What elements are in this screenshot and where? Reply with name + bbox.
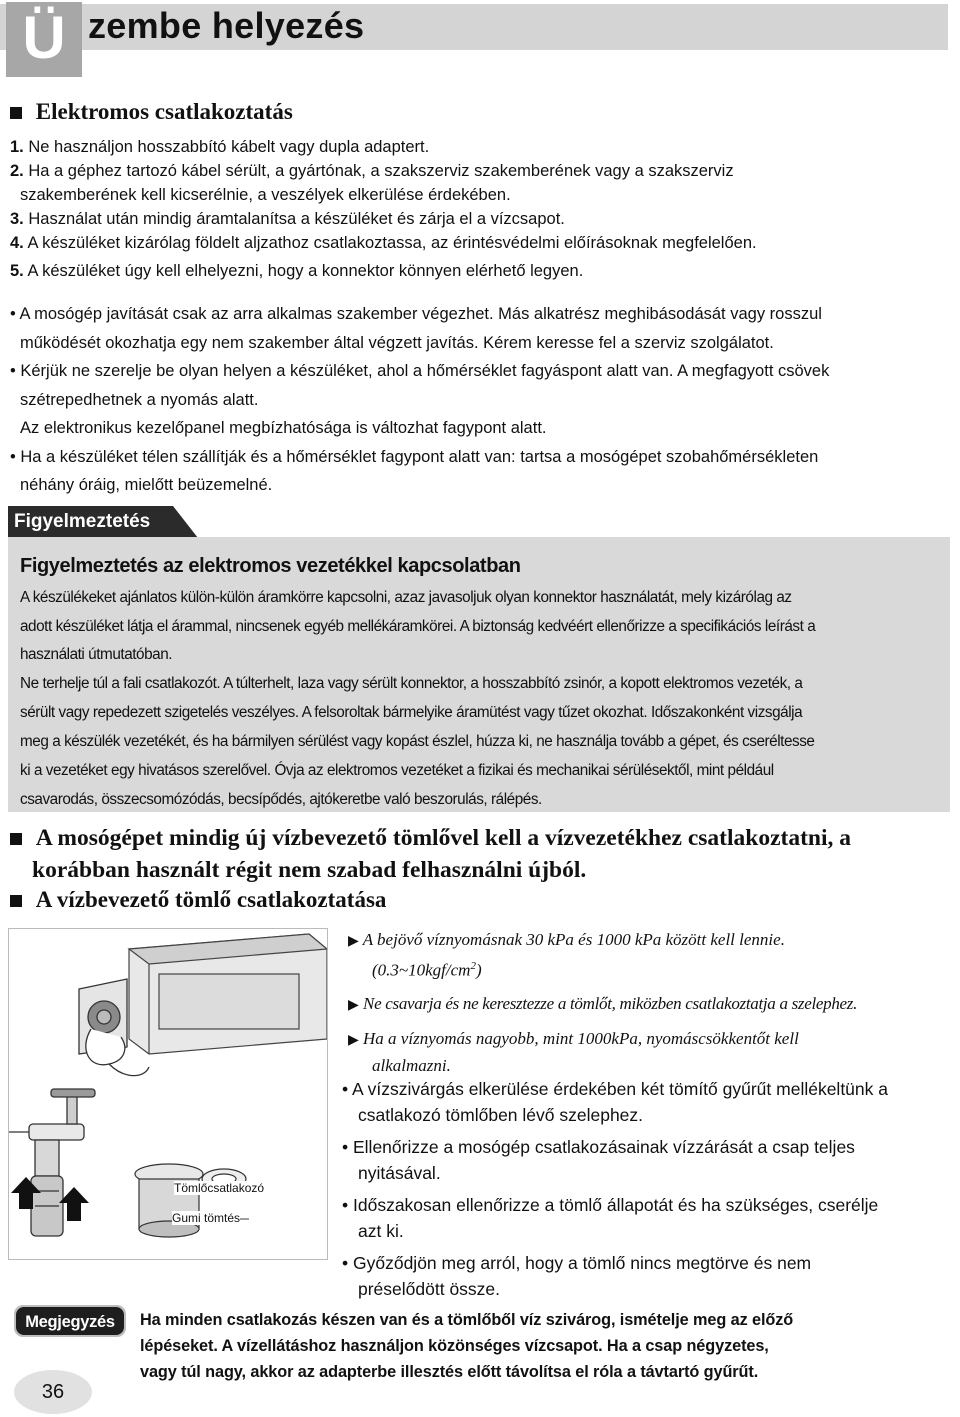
list-item: 2. Ha a géphez tartozó kábel sérült, a gyártónak, a szakszerviz szakemberének vagy a szakszerviz — [10, 162, 734, 180]
list-item-continuation: szakemberének kell kicserélnie, a veszélyek elkerülése érdekében. — [20, 186, 511, 204]
list-item-continuation: szétrepedhetnek a nyomás alatt. — [20, 390, 259, 409]
list-item: • A mosógép javítását csak az arra alkalmas szakember végezhet. Más alkatrész meghibásodását vagy rosszul — [10, 305, 822, 323]
label-gasket: Gumi tömtés — [172, 1211, 241, 1225]
list-item-continuation: Az elektronikus kezelőpanel megbízhatósága is változhat fagypont alatt. — [20, 419, 547, 437]
section-heading-text: Elektromos csatlakoztatás — [35, 99, 293, 124]
section-heading-hose-connect: A vízbevezető tömlő csatlakoztatása — [10, 886, 386, 914]
washer-tap-illustration — [9, 929, 327, 1259]
triangle-bullet-icon: ▶ — [348, 997, 359, 1013]
warning-line: A készülékeket ajánlatos külön-külön áramkörre kapcsolni, azaz javasoljuk olyan konnektor használatát, mely kizárólag az — [20, 589, 792, 606]
hose-installation-figure — [8, 928, 328, 1260]
header-letter: Ü — [22, 4, 66, 71]
section-heading-electrical — [10, 98, 293, 126]
list-item-continuation: azt ki. — [358, 1221, 404, 1241]
section-heading-new-hose: A mosógépet mindig új vízbevezető tömlővel kell a vízvezetékhez csatlakoztatni, a — [10, 822, 851, 854]
square-bullet-icon — [10, 895, 22, 907]
warning-line: sérült vagy repedezett szigetelés veszélyes. A felsoroltak bármelyike áramütést vagy tűzet okozhat. Időszakonként vizsgálja — [20, 704, 803, 721]
list-item-continuation: alkalmazni. — [372, 1055, 451, 1075]
list-item: 4. A készüléket kizárólag földelt aljzathoz csatlakoztassa, az érintésvédelmi előírásoknak megfelelően. — [10, 234, 757, 252]
square-bullet-icon — [10, 107, 22, 119]
warning-title: Figyelmeztetés az elektromos vezetékkel kapcsolatban — [20, 555, 521, 577]
list-item: ▶ Ne csavarja és ne keresztezze a tömlőt, miközben csatlakoztatja a szelephez. — [348, 993, 858, 1013]
list-item: • A vízszivárgás elkerülése érdekében két tömítő gyűrűt mellékeltünk a — [342, 1079, 888, 1099]
square-bullet-icon — [10, 833, 22, 845]
warning-tab-label: Figyelmeztetés — [14, 511, 151, 532]
arrow-list — [348, 927, 960, 1078]
bullet-list — [10, 300, 955, 500]
list-item: • Ha a készüléket télen szállítják és a hőmérséklet fagypont alatt van: tartsa a mosógépet szobahőmérsékleten — [10, 447, 819, 466]
warning-line: ki a vezetéket egy hivatásos szerelővel. Óvja az elektromos vezetéket a fizikai és mechanikai sérülésektől, mint például — [20, 762, 774, 779]
list-item: 5. A készüléket úgy kell elhelyezni, hogy a konnektor könnyen elérhető legyen. — [10, 262, 584, 280]
list-item: ▶ A bejövő víznyomásnak 30 kPa és 1000 kPa között kell lennie. — [348, 930, 785, 949]
warning-line: Ne terhelje túl a fali csatlakozót. A túlterhelt, laza vagy sérült konnektor, a hosszabbító zsinór, a kopott elektromos vezeték, a — [20, 675, 803, 692]
warning-line: adott készüléket látja el árammal, nincsenek egyéb mellékáramkörei. A biztonság kedvéért ellenőrizze a specifikációs leírást a — [20, 618, 816, 635]
note-text: Ha minden csatlakozás készen van és a tömlőből víz szivárog, ismételje meg az előző lépéseket. A vízellátáshoz használjon közönséges vízcsapot. Ha a csap négyzetes, vagy túl nagy, akkor az adapterbe illesztés előtt távolítsa el róla a távtartó gyűrűt. — [140, 1311, 794, 1381]
right-bullet-list — [342, 1076, 960, 1302]
tap-illustration — [9, 1089, 95, 1236]
triangle-bullet-icon: ▶ — [348, 1032, 359, 1048]
list-item: • Időszakosan ellenőrizze a tömlő állapotát és ha szükséges, cserélje — [342, 1195, 879, 1215]
numbered-list — [10, 137, 950, 289]
warning-line: csavarodás, összecsomózódás, becsípődés, ajtókeretbe való beszorulás, rálépés. — [20, 791, 542, 808]
page-number: 36 — [41, 1381, 65, 1403]
list-item: ▶ Ha a víznyomás nagyobb, mint 1000kPa, nyomáscsökkentőt kell — [348, 1028, 799, 1048]
list-item-continuation: néhány óráig, mielőtt beüzemelné. — [20, 476, 273, 494]
list-item-continuation: működését okozhatja egy nem szakember által végzett javítás. Kérem keresse fel a szerviz szolgálatot. — [20, 333, 774, 352]
note-label: Megjegyzés — [25, 1313, 115, 1331]
list-item-continuation: csatlakozó tömlőben lévő szelephez. — [358, 1105, 644, 1125]
label-connector: Tömlőcsatlakozó — [174, 1181, 265, 1195]
warning-line: meg a készülék vezetékét, és ha bármilyen sérülést vagy kopást észlel, húzza ki, ne használja tovább a gépet, és cseréltesse — [20, 733, 815, 750]
triangle-bullet-icon: ▶ — [348, 934, 359, 949]
list-item: • Kérjük ne szerelje be olyan helyen a készüléket, ahol a hőmérséklet fagyáspont alatt van. A megfagyott csövek — [10, 362, 830, 380]
warning-line: használati útmutatóban. — [20, 646, 173, 663]
washer-illustration — [129, 934, 327, 1054]
list-item: 3. Használat után mindig áramtalanítsa a készüléket és zárja el a vízcsapot. — [10, 210, 565, 228]
list-item-continuation: $(0.3\sim 10kgf/cm^2)$ — [372, 960, 482, 980]
list-item: • Győződjön meg arról, hogy a tömlő nincs megtörve és nem — [342, 1253, 812, 1273]
list-item: • Ellenőrizze a mosógép csatlakozásainak vízzárását a csap teljes — [342, 1137, 855, 1157]
list-item: 1. Ne használjon hosszabbító kábelt vagy dupla adaptert. — [10, 138, 430, 156]
list-item-continuation: nyitásával. — [358, 1163, 441, 1183]
section-heading-new-hose-cont: korábban használt régit nem szabad felhasználni újból. — [32, 857, 587, 883]
list-item-continuation: préselődött össze. — [358, 1279, 501, 1299]
page-title: zembe helyezés — [88, 5, 365, 46]
connector-detail — [135, 1164, 249, 1237]
